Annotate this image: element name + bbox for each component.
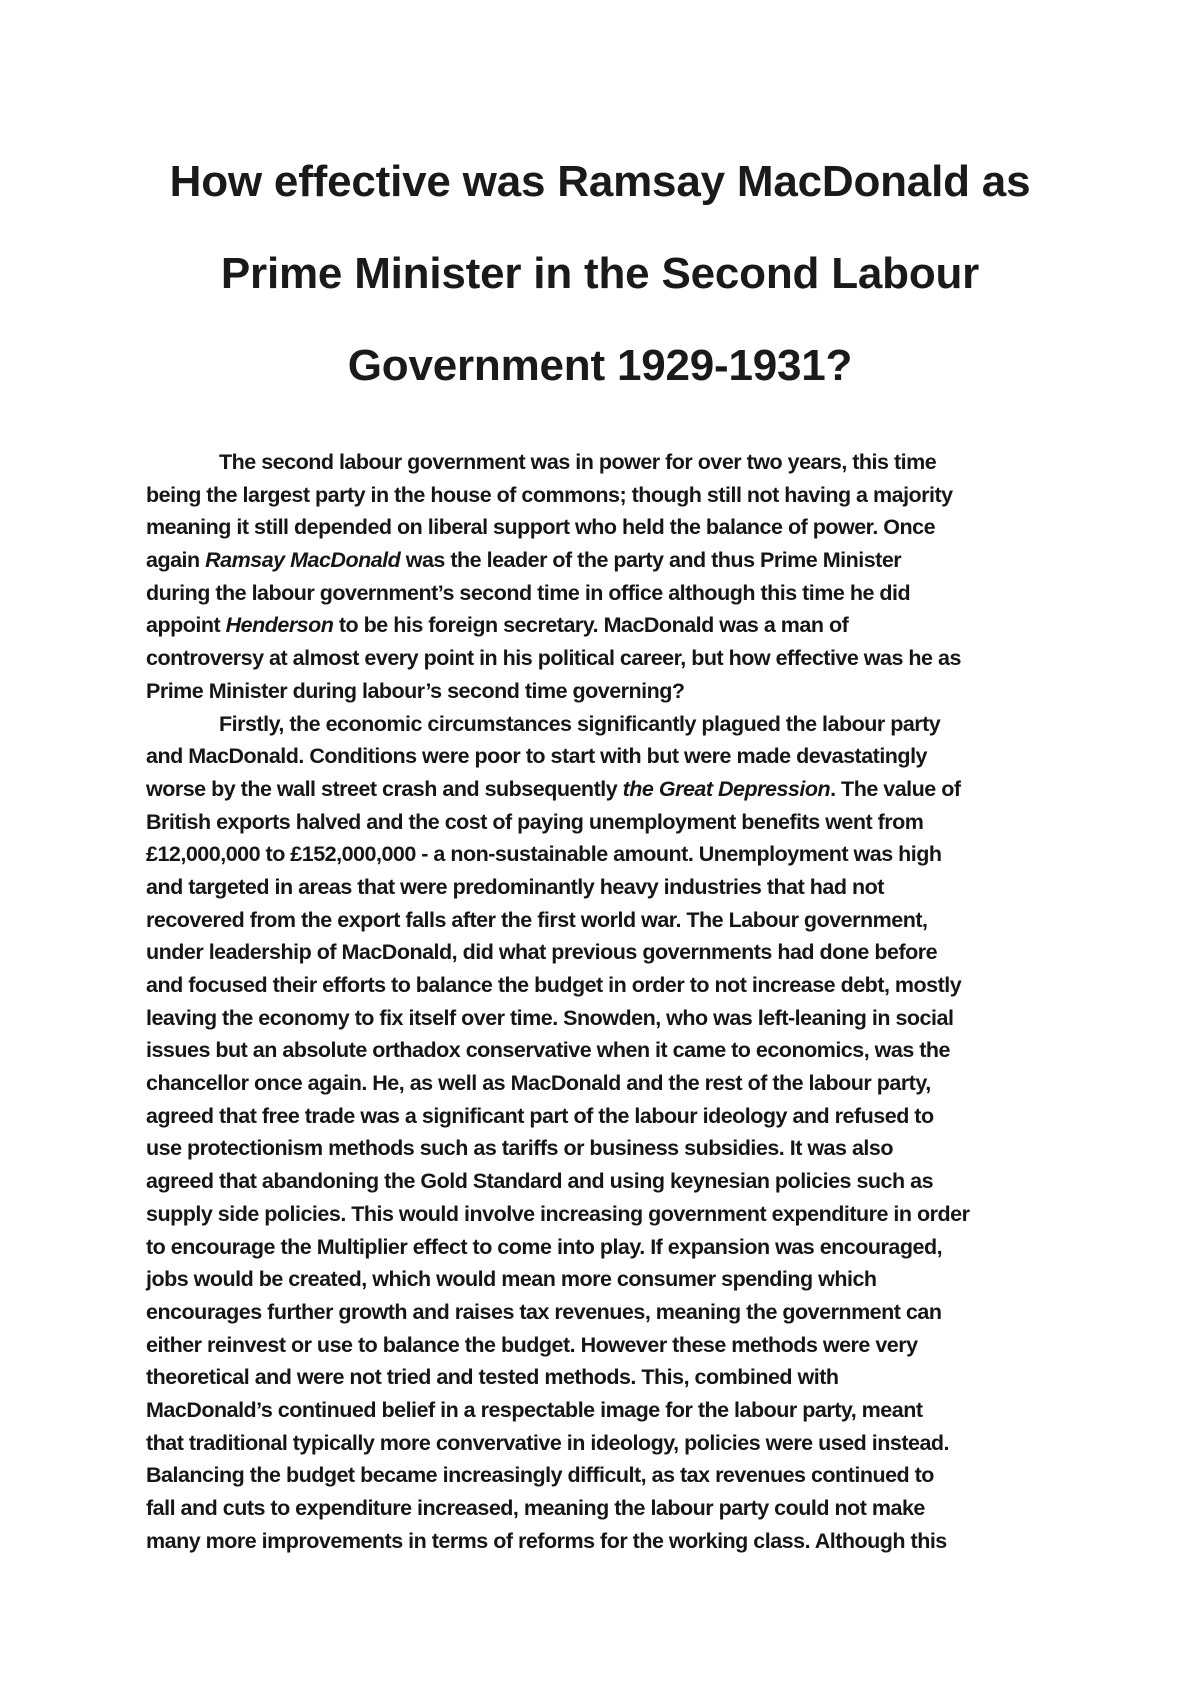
text-line <box>146 936 1070 969</box>
text-segment: supply side policies. This would involve increasing government expenditure in order <box>146 1201 970 1226</box>
title-line-3: Government 1929-1931? <box>347 341 853 390</box>
text-segment: worse by the wall street crash and subsequently <box>146 776 623 801</box>
text-segment: during the labour government’s second time in office although this time he did <box>146 580 911 605</box>
title-line-2: Prime Minister in the Second Labour <box>220 249 980 298</box>
text-line <box>146 1459 1070 1492</box>
text-segment: encourages further growth and raises tax revenues, meaning the government can <box>146 1299 942 1324</box>
text-line <box>146 1427 1070 1460</box>
text-line <box>146 1296 1070 1329</box>
page-title <box>130 136 1070 412</box>
text-segment: and focused their efforts to balance the budget in order to not increase debt, mostly <box>146 973 962 997</box>
text-segment: Prime Minister during labour’s second time governing? <box>146 678 685 703</box>
text-segment: issues but an absolute orthadox conservative when it came to economics, was the <box>146 1038 951 1063</box>
essay-body <box>146 446 1070 1557</box>
text-segment: £12,000,000 to £152,000,000 - a non-sustainable amount. Unemployment was high <box>146 842 942 867</box>
text-segment: to be his foreign secretary. MacDonald was a man of <box>333 613 849 638</box>
text-segment: Firstly, the economic circumstances significantly plagued the labour party <box>219 711 941 736</box>
text-line <box>146 1198 1070 1231</box>
text-line <box>146 871 1070 904</box>
italic-text: Ramsay MacDonald <box>205 548 401 573</box>
text-line <box>146 773 1070 806</box>
text-line <box>146 1525 1070 1558</box>
text-segment: either reinvest or use to balance the budget. However these methods were very <box>146 1332 918 1357</box>
text-line <box>146 1132 1070 1165</box>
text-segment: to encourage the Multiplier effect to come into play. If expansion was encouraged, <box>146 1234 943 1259</box>
text-line <box>146 1002 1070 1035</box>
title-line-1: How effective was Ramsay MacDonald as <box>169 157 1031 206</box>
text-segment: chancellor once again. He, as well as MacDonald and the rest of the labour party, <box>146 1071 931 1096</box>
text-segment: recovered from the export falls after the first world war. The Labour government, <box>146 907 928 932</box>
text-segment: The second labour government was in power for over two years, this time <box>219 450 937 474</box>
text-segment: jobs would be created, which would mean more consumer spending which <box>146 1267 877 1292</box>
text-segment: . The value of <box>830 776 961 801</box>
text-segment: being the largest party in the house of commons; though still not having a majority <box>146 482 953 507</box>
text-line <box>146 1034 1070 1067</box>
italic-text: Henderson <box>225 613 334 638</box>
text-line <box>146 675 1070 708</box>
text-segment: and MacDonald. Conditions were poor to start with but were made devastatingly <box>146 744 927 769</box>
text-line <box>146 1263 1070 1296</box>
text-line <box>146 904 1070 937</box>
text-segment: again <box>146 548 206 573</box>
text-line <box>146 1394 1070 1427</box>
italic-text: the Great Depression <box>622 776 831 801</box>
text-line <box>146 544 1070 577</box>
text-segment: meaning it still depended on liberal support who held the balance of power. Once <box>146 515 936 540</box>
text-line <box>146 479 1070 512</box>
text-segment: controversy at almost every point in his political career, but how effective was he as <box>146 646 961 671</box>
text-segment: that traditional typically more convervative in ideology, policies were used instead. <box>146 1430 950 1455</box>
text-segment: agreed that free trade was a significant part of the labour ideology and refused to <box>146 1103 934 1128</box>
text-line <box>146 1492 1070 1525</box>
text-line <box>146 609 1070 642</box>
text-line <box>146 511 1070 544</box>
text-segment: Balancing the budget became increasingly difficult, as tax revenues continued to <box>146 1463 934 1488</box>
text-line <box>146 838 1070 871</box>
text-segment: and targeted in areas that were predominantly heavy industries that had not <box>146 874 884 899</box>
text-segment: fall and cuts to expenditure increased, meaning the labour party could not make <box>146 1496 925 1520</box>
text-line <box>146 740 1070 773</box>
text-segment: under leadership of MacDonald, did what previous governments had done before <box>146 940 938 965</box>
text-segment: use protectionism methods such as tariffs or business subsidies. It was also <box>146 1136 893 1161</box>
text-segment: appoint <box>146 613 226 638</box>
text-segment: many more improvements in terms of reforms for the working class. Although this <box>146 1528 947 1553</box>
text-segment: agreed that abandoning the Gold Standard and using keynesian policies such as <box>146 1169 934 1194</box>
text-line <box>146 1329 1070 1362</box>
text-line <box>146 1231 1070 1264</box>
text-line <box>146 1067 1070 1100</box>
text-line <box>146 1361 1070 1394</box>
text-line <box>146 969 1070 1002</box>
text-line <box>146 708 1070 741</box>
text-segment: MacDonald’s continued belief in a respectable image for the labour party, meant <box>146 1397 923 1422</box>
text-line <box>146 642 1070 675</box>
text-line <box>146 1100 1070 1133</box>
text-line <box>146 806 1070 839</box>
text-line <box>146 446 1070 479</box>
text-segment: theoretical and were not tried and tested methods. This, combined with <box>146 1365 839 1390</box>
text-line <box>146 577 1070 610</box>
text-line <box>146 1165 1070 1198</box>
text-segment: leaving the economy to fix itself over time. Snowden, who was left-leaning in social <box>146 1005 954 1030</box>
text-segment: was the leader of the party and thus Prime Minister <box>400 548 902 573</box>
text-segment: British exports halved and the cost of paying unemployment benefits went from <box>146 809 924 834</box>
